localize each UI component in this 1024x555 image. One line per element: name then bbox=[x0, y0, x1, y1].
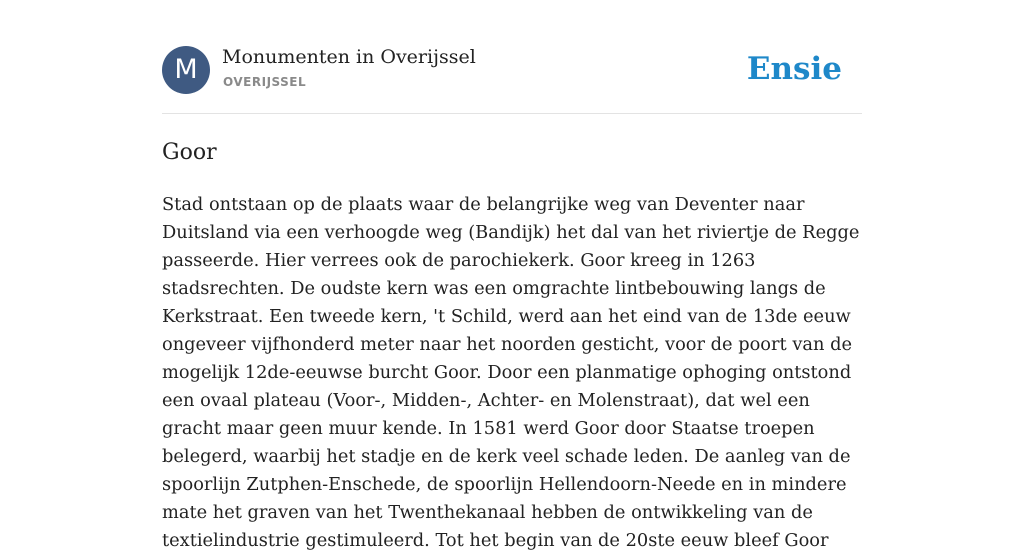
collection-title[interactable]: Monumenten in Overijssel bbox=[222, 46, 476, 68]
article-title: Goor bbox=[162, 140, 217, 165]
article-body: Stad ontstaan op de plaats waar de belangrijke weg van Deventer naar Duitsland via een verhoogde weg (Bandijk) het dal van het riviertje de Regge passeerde. Hier verrees ook de parochiekerk. Goor kreeg in 1263 stadsrechten. De oudste kern was een omgrachte lintbebouwing langs de Kerkstraat. Een tweede kern, 't Schild, werd aan het eind van de 13de eeuw ongeveer vijfhonderd meter naar het noorden gesticht, voor de poort van de mogelijk 12de-eeuwse burcht Goor. Door een planmatige ophoging ontstond een ovaal plateau (Voor-, Midden-, Achter- en Molenstraat), dat wel een gracht maar geen muur kende. In 1581 werd Goor door Staatse troepen belegerd, waarbij het stadje en de kerk veel schade leden. De aanleg van de spoorlijn Zutphen-Enschede, de spoorlijn Hellendoorn-Neede en in mindere mate het graven van het Twenthekanaal hebben de ontwikkeling van de textielindustrie gestimuleerd. Tot het begin van de 20ste eeuw bleef Goor bbox=[162, 194, 860, 551]
avatar[interactable]: M bbox=[162, 46, 210, 94]
ensie-logo[interactable]: Ensie bbox=[746, 51, 842, 87]
collection-header bbox=[162, 46, 862, 114]
content-container bbox=[162, 46, 862, 555]
collection-subtitle: OVERIJSSEL bbox=[223, 75, 307, 89]
